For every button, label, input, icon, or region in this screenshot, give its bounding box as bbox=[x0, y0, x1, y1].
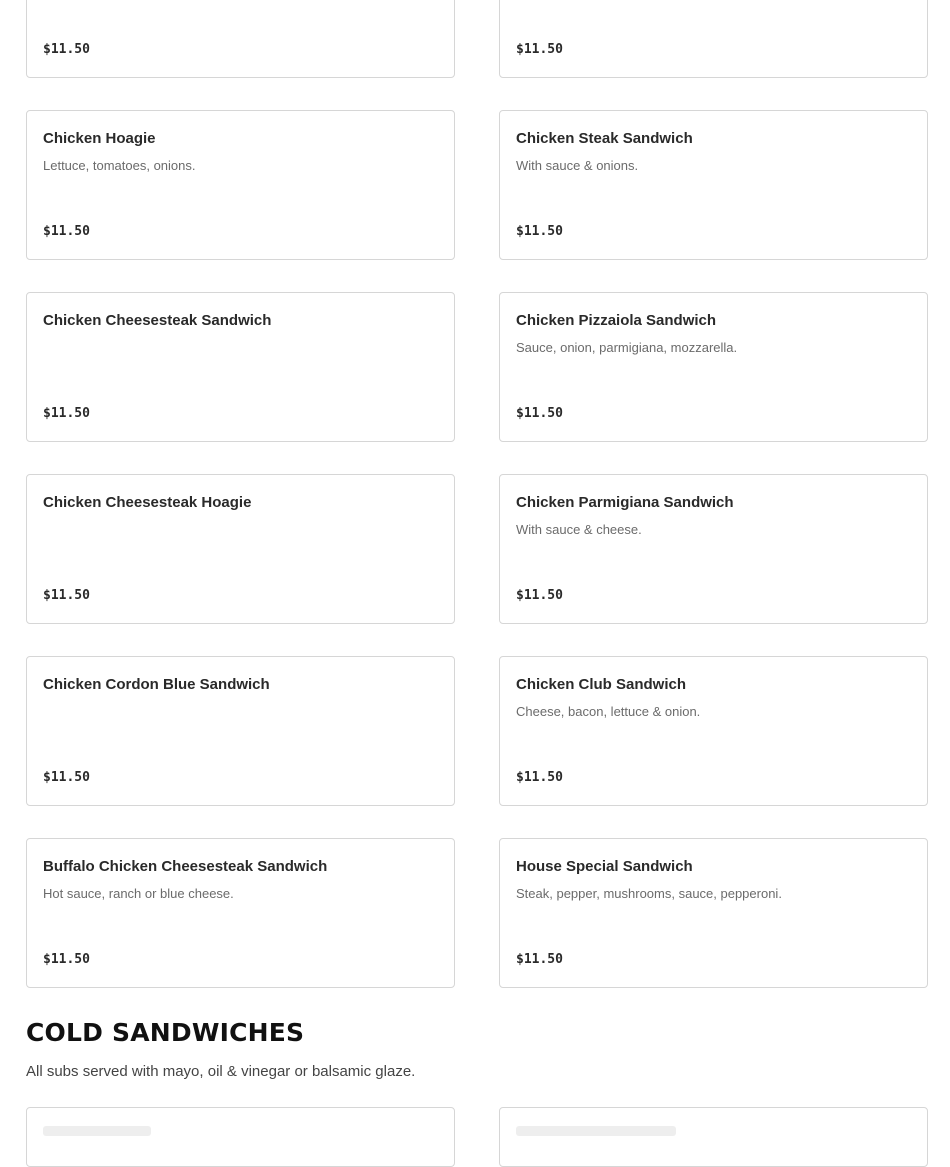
menu-item-card[interactable] bbox=[499, 0, 928, 78]
menu-item-card[interactable] bbox=[499, 656, 928, 806]
menu-item-price: $11.50 bbox=[516, 952, 563, 967]
menu-item-name: Chicken Steak Sandwich bbox=[516, 130, 693, 147]
menu-item-name: House Special Sandwich bbox=[516, 858, 693, 875]
menu-item-price: $11.50 bbox=[516, 406, 563, 421]
menu-item-price: $11.50 bbox=[43, 406, 90, 421]
menu-item-name-placeholder bbox=[43, 1126, 151, 1136]
section-subtitle: All subs served with mayo, oil & vinegar or balsamic glaze. bbox=[26, 1063, 416, 1080]
menu-item-description: Cheese, bacon, lettuce & onion. bbox=[516, 704, 701, 719]
menu-item-card[interactable] bbox=[499, 1107, 928, 1167]
menu-item-name: Chicken Hoagie bbox=[43, 130, 156, 147]
menu-item-card[interactable] bbox=[26, 474, 455, 624]
menu-item-card[interactable] bbox=[26, 838, 455, 988]
menu-item-card[interactable] bbox=[26, 1107, 455, 1167]
menu-item-name-placeholder bbox=[516, 1126, 676, 1136]
menu-item-price: $11.50 bbox=[43, 42, 90, 57]
menu-item-description: Lettuce, tomatoes, onions. bbox=[43, 158, 196, 173]
menu-item-card[interactable] bbox=[499, 110, 928, 260]
menu-item-name: Buffalo Chicken Cheesesteak Sandwich bbox=[43, 858, 328, 875]
menu-item-description: Hot sauce, ranch or blue cheese. bbox=[43, 886, 234, 901]
menu-item-price: $11.50 bbox=[43, 770, 90, 785]
menu-item-name: Chicken Cordon Blue Sandwich bbox=[43, 676, 270, 693]
menu-item-name: Chicken Pizzaiola Sandwich bbox=[516, 312, 717, 329]
menu-item-card[interactable] bbox=[26, 110, 455, 260]
menu-item-card[interactable] bbox=[499, 838, 928, 988]
menu-item-price: $11.50 bbox=[43, 588, 90, 603]
menu-item-description: With sauce & cheese. bbox=[516, 522, 642, 537]
menu-items-grid bbox=[26, 0, 928, 988]
menu-item-description: Sauce, onion, parmigiana, mozzarella. bbox=[516, 340, 738, 355]
menu-item-price: $11.50 bbox=[516, 588, 563, 603]
menu-item-name: Chicken Cheesesteak Sandwich bbox=[43, 312, 272, 329]
menu-item-name: Chicken Cheesesteak Hoagie bbox=[43, 494, 252, 511]
menu-item-price: $11.50 bbox=[516, 770, 563, 785]
menu-item-name: Chicken Parmigiana Sandwich bbox=[516, 494, 734, 511]
cold-items-grid bbox=[26, 1107, 928, 1167]
menu-item-card[interactable] bbox=[26, 656, 455, 806]
menu-item-description: With sauce & onions. bbox=[516, 158, 639, 173]
menu-item-name: Chicken Club Sandwich bbox=[516, 676, 687, 693]
menu-item-price: $11.50 bbox=[516, 224, 563, 239]
menu-item-card[interactable] bbox=[499, 474, 928, 624]
menu-item-price: $11.50 bbox=[516, 42, 563, 57]
menu-item-card[interactable] bbox=[26, 0, 455, 78]
menu-item-card[interactable] bbox=[26, 292, 455, 442]
menu-item-price: $11.50 bbox=[43, 952, 90, 967]
menu-item-price: $11.50 bbox=[43, 224, 90, 239]
section-title: COLD SANDWICHES bbox=[26, 1018, 305, 1047]
menu-item-card[interactable] bbox=[499, 292, 928, 442]
menu-item-description: Steak, pepper, mushrooms, sauce, pepperoni. bbox=[516, 886, 782, 901]
